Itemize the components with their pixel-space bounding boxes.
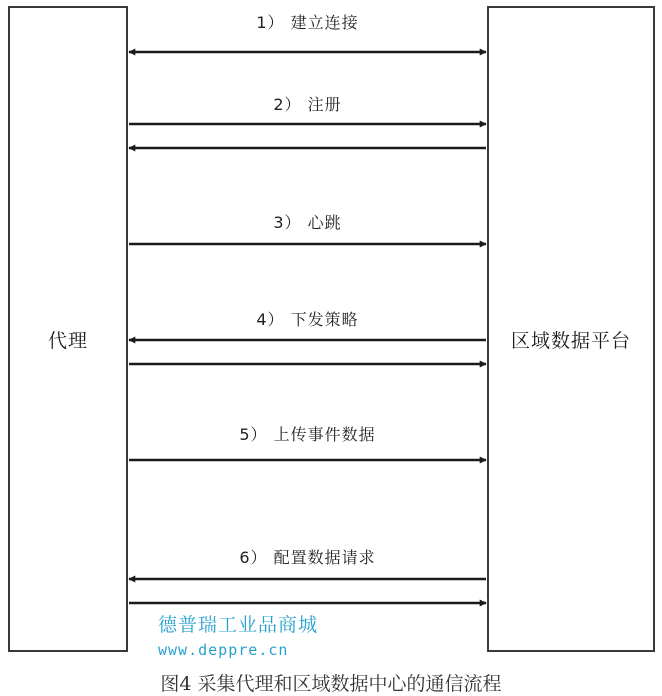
watermark-title: 德普瑞工业品商城	[158, 610, 318, 637]
message-label-connect: 1） 建立连接	[256, 13, 359, 32]
platform-label: 区域数据平台	[510, 330, 631, 352]
message-label-policy: 4） 下发策略	[256, 310, 359, 329]
message-label-heartbeat: 3） 心跳	[273, 213, 342, 232]
figure-caption: 图4 采集代理和区域数据中心的通信流程	[160, 673, 502, 695]
message-label-config-request: 6） 配置数据请求	[239, 548, 376, 567]
agent-label: 代理	[47, 330, 88, 352]
message-label-upload-events: 5） 上传事件数据	[239, 425, 376, 444]
watermark-url: www.deppre.cn	[158, 641, 289, 659]
message-label-register: 2） 注册	[273, 95, 342, 114]
